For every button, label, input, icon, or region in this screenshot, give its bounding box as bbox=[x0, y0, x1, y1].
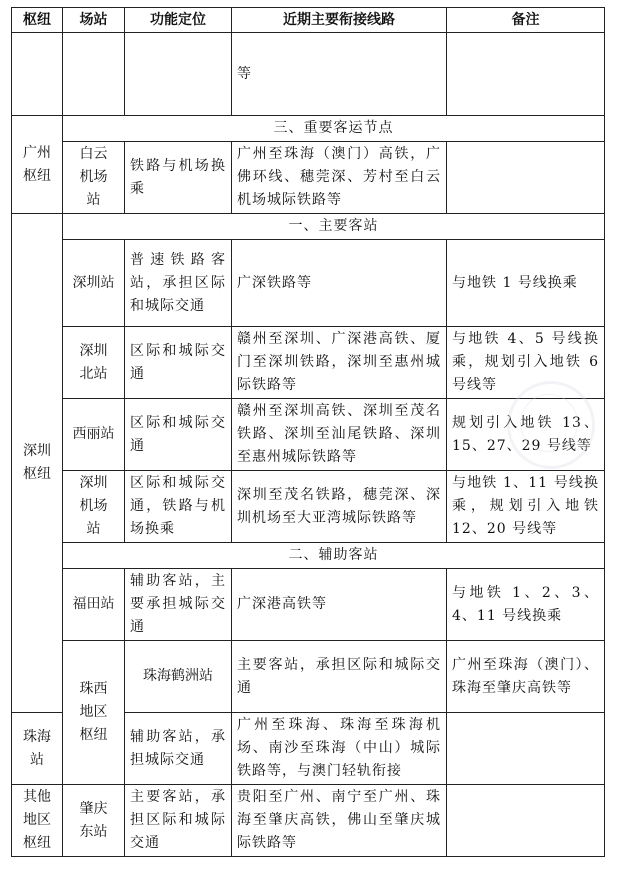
note-cell: 与地铁 1、11 号线换乘，规划引入地铁 12、20 号线等 bbox=[447, 471, 605, 543]
header-hub: 枢纽 bbox=[12, 8, 63, 33]
table-row bbox=[12, 399, 605, 471]
hub-cell-guangzhou: 广州枢纽 bbox=[12, 116, 63, 214]
table-row bbox=[12, 214, 605, 240]
station-cell: 珠海鹤洲站 bbox=[125, 641, 232, 713]
lines-cell: 广州至珠海（澳门）、珠海至肇庆高铁等 bbox=[447, 641, 605, 713]
function-cell: 主要客站，承担区际和城际交通 bbox=[125, 785, 232, 857]
hub-cell-shenzhen: 深圳枢纽 bbox=[12, 214, 63, 713]
station-cell: 深圳机场站 bbox=[63, 471, 125, 543]
lines-cell: 广深港高铁等 bbox=[232, 569, 447, 641]
lines-cell: 广州至珠海（澳门）高铁，广佛环线、穗莞深、芳村至白云机场城际铁路等 bbox=[232, 142, 447, 214]
section-title: 一、主要客站 bbox=[63, 214, 605, 240]
function-cell: 辅助客站，承担城际交通 bbox=[125, 713, 232, 785]
note-cell: 规划引入地铁 13、15、27、29 号线等 bbox=[447, 399, 605, 471]
header-station: 场站 bbox=[63, 8, 125, 33]
note-cell: 与地铁 1 号线换乘 bbox=[447, 240, 605, 327]
station-cell: 珠海站 bbox=[12, 713, 63, 785]
note-cell: 与地铁 1、2、3、4、11 号线换乘 bbox=[447, 569, 605, 641]
station-cell: 深圳站 bbox=[63, 240, 125, 327]
function-cell: 区际和城际交通 bbox=[125, 327, 232, 399]
continued-note bbox=[447, 33, 605, 116]
header-row bbox=[12, 8, 605, 33]
note-cell bbox=[447, 713, 605, 785]
continued-lines: 等 bbox=[232, 33, 447, 116]
note-cell bbox=[447, 785, 605, 857]
table-row bbox=[12, 142, 605, 214]
section-title: 二、辅助客站 bbox=[63, 543, 605, 569]
function-cell: 主要客站，承担区际和城际交通 bbox=[232, 641, 447, 713]
lines-cell: 深圳至茂名铁路，穗莞深、深圳机场至大亚湾城际铁路等 bbox=[232, 471, 447, 543]
function-cell: 普速铁路客站，承担区际和城际交通 bbox=[125, 240, 232, 327]
hub-cell-zhuxi: 珠西地区枢纽 bbox=[63, 641, 125, 785]
continued-row bbox=[12, 33, 605, 116]
lines-cell: 赣州至深圳、广深港高铁、厦门至深圳铁路，深圳至惠州城际铁路等 bbox=[232, 327, 447, 399]
hub-cell-other: 其他地区枢纽 bbox=[12, 785, 63, 857]
function-cell: 铁路与机场换乘 bbox=[125, 142, 232, 214]
table-row bbox=[12, 471, 605, 543]
section-title: 三、重要客运节点 bbox=[63, 116, 605, 142]
table-row bbox=[12, 543, 605, 569]
table-row bbox=[12, 327, 605, 399]
station-cell: 福田站 bbox=[63, 569, 125, 641]
station-cell: 西丽站 bbox=[63, 399, 125, 471]
continued-station bbox=[63, 33, 125, 116]
lines-cell: 广州至珠海、珠海至珠海机场、南沙至珠海（中山）城际铁路等，与澳门轻轨衔接 bbox=[232, 713, 447, 785]
station-table bbox=[11, 7, 605, 857]
table-row bbox=[12, 569, 605, 641]
table-row bbox=[12, 240, 605, 327]
note-cell bbox=[447, 142, 605, 214]
header-note: 备注 bbox=[447, 8, 605, 33]
lines-cell: 赣州至深圳高铁、深圳至茂名铁路、深圳至汕尾铁路、深圳至惠州城际铁路等 bbox=[232, 399, 447, 471]
function-cell: 区际和城际交通 bbox=[125, 399, 232, 471]
table-row bbox=[12, 641, 605, 713]
lines-cell: 广深铁路等 bbox=[232, 240, 447, 327]
function-cell: 区际和城际交通，铁路与机场换乘 bbox=[125, 471, 232, 543]
note-cell: 与地铁 4、5 号线换乘，规划引入地铁 6 号线等 bbox=[447, 327, 605, 399]
lines-cell: 贵阳至广州、南宁至广州、珠海至肇庆高铁，佛山至肇庆城际铁路等 bbox=[232, 785, 447, 857]
continued-hub bbox=[12, 33, 63, 116]
header-function: 功能定位 bbox=[125, 8, 232, 33]
continued-function bbox=[125, 33, 232, 116]
station-cell: 深圳北站 bbox=[63, 327, 125, 399]
header-lines: 近期主要衔接线路 bbox=[232, 8, 447, 33]
station-cell: 白云机场站 bbox=[63, 142, 125, 214]
station-cell: 肇庆东站 bbox=[63, 785, 125, 857]
table-row bbox=[12, 785, 605, 857]
function-cell: 辅助客站，主要承担城际交通 bbox=[125, 569, 232, 641]
table-row bbox=[12, 116, 605, 142]
